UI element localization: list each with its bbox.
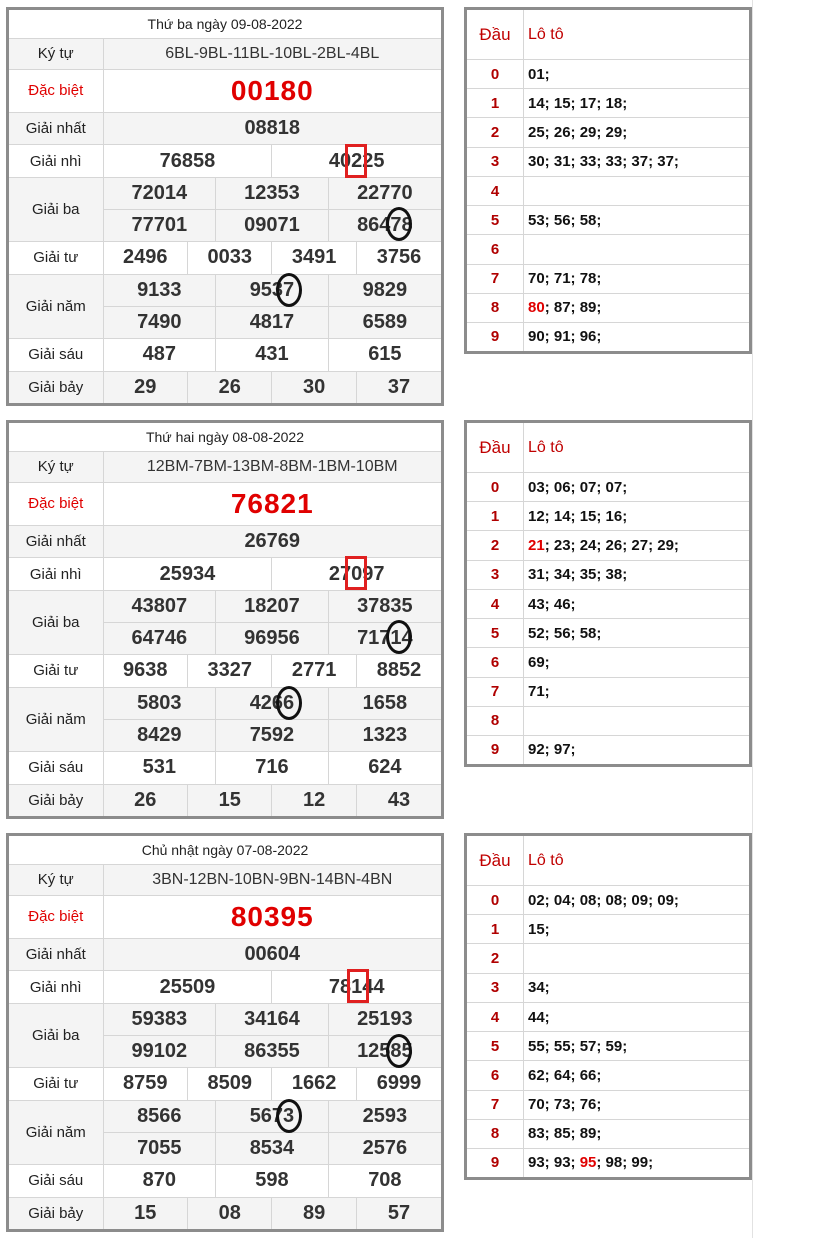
loto-table [464, 833, 752, 1180]
loto-values-text: 52; 56; 58; [528, 624, 602, 642]
loto-dau: 0 [467, 886, 524, 915]
circle-marker [276, 686, 302, 720]
loto-values [524, 973, 750, 1002]
label-ky-tu: Ký tự [9, 865, 103, 895]
giai-nam-value: 5673 [216, 1100, 329, 1132]
loto-dau: 4 [467, 176, 524, 205]
results-table [6, 420, 444, 819]
loto-values [524, 648, 750, 677]
giai-nam-value: 8534 [216, 1132, 329, 1164]
dac-biet-value: 80395 [103, 895, 441, 938]
highlight-box-marker [345, 556, 367, 590]
ky-tu-value: 12BM-7BM-13BM-8BM-1BM-10BM [103, 452, 441, 482]
loto-values-text: 92; 97; [528, 741, 576, 759]
loto-dau: 7 [467, 264, 524, 293]
label-giai-nhi: Giải nhì [9, 971, 103, 1003]
loto-row [467, 502, 749, 531]
loto-highlight: 21 [528, 537, 545, 555]
loto-row [467, 886, 749, 915]
loto-values [524, 1090, 750, 1119]
giai-tu-value: 2496 [103, 242, 187, 274]
giai-nhi-value: 25509 [103, 971, 272, 1003]
giai-nam-value: 7592 [216, 719, 329, 751]
loto-values [524, 560, 750, 589]
giai-tu-value: 8759 [103, 1068, 187, 1100]
giai-ba-value: 34164 [216, 1003, 329, 1035]
loto-header-loto: Lô tô [524, 10, 750, 60]
giai-bay-value: 15 [187, 784, 271, 816]
loto-values-text: 30; 31; 33; 33; 37; 37; [528, 153, 679, 171]
loto-values [524, 531, 750, 560]
loto-row [467, 89, 749, 118]
loto-row [467, 60, 749, 89]
day-title: Thứ hai ngày 08-08-2022 [9, 423, 441, 452]
loto-dau: 0 [467, 473, 524, 502]
label-ky-tu: Ký tự [9, 39, 103, 69]
giai-nhat-value: 26769 [103, 526, 441, 558]
loto-dau: 8 [467, 1119, 524, 1148]
label-giai-bay: Giải bảy [9, 784, 103, 816]
giai-nhat-value: 00604 [103, 939, 441, 971]
highlight-box-marker [345, 144, 367, 178]
day-block [0, 826, 819, 1239]
loto-values [524, 176, 750, 205]
circle-marker [276, 1099, 302, 1133]
label-giai-nhi: Giải nhì [9, 145, 103, 177]
loto-dau: 6 [467, 1061, 524, 1090]
giai-sau-value: 624 [328, 752, 441, 784]
loto-row [467, 944, 749, 973]
loto-values-text: 83; 85; 89; [528, 1125, 602, 1143]
giai-bay-value: 08 [187, 1197, 271, 1229]
loto-table [464, 420, 752, 767]
loto-dau: 5 [467, 619, 524, 648]
loto-values [524, 1061, 750, 1090]
loto-row [467, 915, 749, 944]
loto-values-text: 70; 71; 78; [528, 270, 602, 288]
loto-values [524, 1119, 750, 1148]
loto-values [524, 264, 750, 293]
giai-nhi-value: 27097 [272, 558, 441, 590]
loto-dau: 1 [467, 502, 524, 531]
label-giai-sau: Giải sáu [9, 752, 103, 784]
giai-bay-value: 12 [272, 784, 356, 816]
loto-highlight: 95 [579, 1154, 597, 1172]
loto-row [467, 706, 749, 735]
loto-header-dau: Đầu [467, 10, 524, 60]
giai-bay-value: 43 [356, 784, 441, 816]
giai-bay-value: 26 [187, 371, 271, 403]
label-giai-tu: Giải tư [9, 242, 103, 274]
loto-values [524, 60, 750, 89]
giai-bay-value: 15 [103, 1197, 187, 1229]
giai-tu-value: 3756 [356, 242, 441, 274]
loto-dau: 0 [467, 60, 524, 89]
giai-tu-value: 6999 [356, 1068, 441, 1100]
loto-row [467, 560, 749, 589]
circle-marker [386, 1034, 412, 1068]
results-table [6, 7, 444, 406]
giai-ba-value: 86355 [216, 1036, 329, 1068]
loto-row [467, 264, 749, 293]
giai-nam-value: 5803 [103, 687, 216, 719]
loto-dau: 1 [467, 915, 524, 944]
loto-row [467, 118, 749, 147]
giai-nam-value: 9133 [103, 274, 216, 306]
label-ky-tu: Ký tự [9, 452, 103, 482]
loto-values [524, 1148, 750, 1177]
ky-tu-value: 3BN-12BN-10BN-9BN-14BN-4BN [103, 865, 441, 895]
loto-values [524, 735, 750, 764]
loto-values-text: 12; 14; 15; 16; [528, 507, 628, 525]
label-giai-nam: Giải năm [9, 274, 103, 339]
giai-ba-value: 71714 [328, 623, 441, 655]
loto-values [524, 944, 750, 973]
label-giai-tu: Giải tư [9, 1068, 103, 1100]
loto-dau: 8 [467, 706, 524, 735]
loto-values [524, 473, 750, 502]
dac-biet-value: 76821 [103, 482, 441, 525]
loto-row [467, 735, 749, 764]
giai-ba-value: 86478 [328, 210, 441, 242]
loto-row [467, 677, 749, 706]
label-giai-bay: Giải bảy [9, 371, 103, 403]
giai-bay-value: 29 [103, 371, 187, 403]
loto-values [524, 293, 750, 322]
giai-nam-value: 7490 [103, 306, 216, 338]
giai-tu-value: 9638 [103, 655, 187, 687]
giai-sau-value: 487 [103, 339, 216, 371]
circle-marker [276, 273, 302, 307]
giai-sau-value: 598 [216, 1165, 329, 1197]
label-giai-ba: Giải ba [9, 177, 103, 242]
label-dac-biet: Đặc biệt [9, 482, 103, 525]
label-giai-nhi: Giải nhì [9, 558, 103, 590]
giai-ba-value: 12585 [328, 1036, 441, 1068]
loto-dau: 4 [467, 589, 524, 618]
loto-row [467, 1090, 749, 1119]
giai-sau-value: 431 [216, 339, 329, 371]
loto-values [524, 1002, 750, 1031]
loto-values-text: 01; [528, 65, 550, 83]
loto-dau: 3 [467, 560, 524, 589]
giai-nam-value: 9829 [328, 274, 441, 306]
giai-nam-value: 8566 [103, 1100, 216, 1132]
loto-values-text: 53; 56; 58; [528, 211, 602, 229]
giai-nhat-value: 08818 [103, 113, 441, 145]
loto-row [467, 1002, 749, 1031]
label-giai-nhat: Giải nhất [9, 939, 103, 971]
loto-dau: 1 [467, 89, 524, 118]
label-dac-biet: Đặc biệt [9, 895, 103, 938]
loto-values-text: ; 87; 89; [544, 299, 602, 317]
loto-values [524, 589, 750, 618]
giai-nam-value: 2576 [328, 1132, 441, 1164]
loto-dau: 5 [467, 1032, 524, 1061]
loto-values [524, 706, 750, 735]
giai-ba-value: 72014 [103, 177, 216, 209]
loto-dau: 3 [467, 973, 524, 1002]
giai-sau-value: 531 [103, 752, 216, 784]
loto-row [467, 322, 749, 351]
giai-nhi-value: 40225 [272, 145, 441, 177]
giai-ba-value: 12353 [216, 177, 329, 209]
loto-values [524, 915, 750, 944]
loto-row [467, 1148, 749, 1177]
loto-row [467, 589, 749, 618]
circle-marker [386, 207, 412, 241]
label-giai-ba: Giải ba [9, 1003, 103, 1068]
loto-values [524, 89, 750, 118]
loto-row [467, 147, 749, 176]
giai-nam-value: 9537 [216, 274, 329, 306]
loto-dau: 8 [467, 293, 524, 322]
loto-dau: 6 [467, 648, 524, 677]
loto-values-text: 03; 06; 07; 07; [528, 478, 628, 496]
loto-dau: 9 [467, 1148, 524, 1177]
loto-row [467, 619, 749, 648]
giai-ba-value: 96956 [216, 623, 329, 655]
giai-ba-value: 09071 [216, 210, 329, 242]
results-table [6, 833, 444, 1232]
loto-values-text: ; 98; 99; [596, 1154, 654, 1172]
day-block [0, 0, 819, 413]
loto-row [467, 531, 749, 560]
loto-row [467, 176, 749, 205]
loto-values [524, 677, 750, 706]
giai-ba-value: 64746 [103, 623, 216, 655]
giai-nam-value: 8429 [103, 719, 216, 751]
loto-dau: 9 [467, 735, 524, 764]
giai-nam-value: 1323 [328, 719, 441, 751]
giai-bay-value: 57 [356, 1197, 441, 1229]
loto-values [524, 1032, 750, 1061]
loto-dau: 2 [467, 531, 524, 560]
day-title: Chủ nhật ngày 07-08-2022 [9, 836, 441, 865]
loto-header-dau: Đầu [467, 423, 524, 473]
ky-tu-value: 6BL-9BL-11BL-10BL-2BL-4BL [103, 39, 441, 69]
giai-bay-value: 30 [272, 371, 356, 403]
giai-nam-value: 1658 [328, 687, 441, 719]
loto-dau: 6 [467, 235, 524, 264]
giai-tu-value: 0033 [187, 242, 271, 274]
giai-nam-value: 4817 [216, 306, 329, 338]
loto-values-text: 14; 15; 17; 18; [528, 94, 628, 112]
giai-ba-value: 99102 [103, 1036, 216, 1068]
label-giai-nam: Giải năm [9, 1100, 103, 1165]
loto-row [467, 1119, 749, 1148]
giai-tu-value: 1662 [272, 1068, 356, 1100]
loto-values [524, 619, 750, 648]
giai-nam-value: 7055 [103, 1132, 216, 1164]
giai-tu-value: 8509 [187, 1068, 271, 1100]
loto-row [467, 1061, 749, 1090]
giai-nhi-value: 25934 [103, 558, 272, 590]
loto-header-dau: Đầu [467, 836, 524, 886]
giai-tu-value: 8852 [356, 655, 441, 687]
dac-biet-value: 00180 [103, 69, 441, 112]
loto-values-text: 71; [528, 683, 550, 701]
giai-tu-value: 2771 [272, 655, 356, 687]
giai-nhi-value: 76858 [103, 145, 272, 177]
loto-dau: 2 [467, 944, 524, 973]
label-giai-sau: Giải sáu [9, 1165, 103, 1197]
loto-dau: 3 [467, 147, 524, 176]
loto-values-text: ; 23; 24; 26; 27; 29; [544, 537, 679, 555]
giai-ba-value: 59383 [103, 1003, 216, 1035]
giai-nam-value: 6589 [328, 306, 441, 338]
giai-ba-value: 18207 [216, 590, 329, 622]
label-giai-tu: Giải tư [9, 655, 103, 687]
label-giai-nhat: Giải nhất [9, 113, 103, 145]
label-dac-biet: Đặc biệt [9, 69, 103, 112]
loto-values [524, 118, 750, 147]
giai-tu-value: 3327 [187, 655, 271, 687]
label-giai-nhat: Giải nhất [9, 526, 103, 558]
label-giai-ba: Giải ba [9, 590, 103, 655]
giai-ba-value: 25193 [328, 1003, 441, 1035]
loto-values-text: 90; 91; 96; [528, 328, 602, 346]
loto-dau: 4 [467, 1002, 524, 1031]
loto-dau: 7 [467, 1090, 524, 1119]
loto-values-text: 15; [528, 920, 550, 938]
giai-bay-value: 26 [103, 784, 187, 816]
giai-bay-value: 37 [356, 371, 441, 403]
giai-ba-value: 43807 [103, 590, 216, 622]
loto-row [467, 648, 749, 677]
loto-values-text: 62; 64; 66; [528, 1066, 602, 1084]
loto-values-text: 34; [528, 979, 550, 997]
loto-values-text: 43; 46; [528, 595, 576, 613]
giai-ba-value: 77701 [103, 210, 216, 242]
highlight-box-marker [347, 969, 369, 1003]
day-block [0, 413, 819, 826]
circle-marker [386, 620, 412, 654]
loto-row [467, 1032, 749, 1061]
giai-ba-value: 37835 [328, 590, 441, 622]
giai-nam-value: 2593 [328, 1100, 441, 1132]
loto-dau: 9 [467, 322, 524, 351]
giai-tu-value: 3491 [272, 242, 356, 274]
loto-row [467, 235, 749, 264]
loto-values [524, 322, 750, 351]
loto-highlight: 80 [528, 299, 545, 317]
loto-header-loto: Lô tô [524, 423, 750, 473]
day-title: Thứ ba ngày 09-08-2022 [9, 10, 441, 39]
giai-sau-value: 708 [328, 1165, 441, 1197]
loto-values-text: 31; 34; 35; 38; [528, 566, 628, 584]
loto-dau: 2 [467, 118, 524, 147]
label-giai-nam: Giải năm [9, 687, 103, 752]
loto-values-text: 25; 26; 29; 29; [528, 124, 628, 142]
label-giai-sau: Giải sáu [9, 339, 103, 371]
loto-values-text: 02; 04; 08; 08; 09; 09; [528, 891, 679, 909]
loto-values-text: 69; [528, 653, 550, 671]
loto-row [467, 973, 749, 1002]
giai-nam-value: 4266 [216, 687, 329, 719]
loto-values-text: 93; 93; [528, 1154, 580, 1172]
loto-dau: 5 [467, 206, 524, 235]
label-giai-bay: Giải bảy [9, 1197, 103, 1229]
loto-values [524, 206, 750, 235]
loto-values [524, 147, 750, 176]
giai-sau-value: 716 [216, 752, 329, 784]
loto-values [524, 502, 750, 531]
loto-row [467, 206, 749, 235]
loto-values [524, 886, 750, 915]
loto-header-loto: Lô tô [524, 836, 750, 886]
giai-sau-value: 615 [328, 339, 441, 371]
loto-values-text: 70; 73; 76; [528, 1096, 602, 1114]
giai-ba-value: 22770 [328, 177, 441, 209]
loto-values-text: 44; [528, 1008, 550, 1026]
loto-values-text: 55; 55; 57; 59; [528, 1037, 628, 1055]
giai-sau-value: 870 [103, 1165, 216, 1197]
loto-values [524, 235, 750, 264]
loto-dau: 7 [467, 677, 524, 706]
loto-row [467, 473, 749, 502]
loto-row [467, 293, 749, 322]
giai-bay-value: 89 [272, 1197, 356, 1229]
giai-nhi-value: 78144 [272, 971, 441, 1003]
loto-table [464, 7, 752, 354]
